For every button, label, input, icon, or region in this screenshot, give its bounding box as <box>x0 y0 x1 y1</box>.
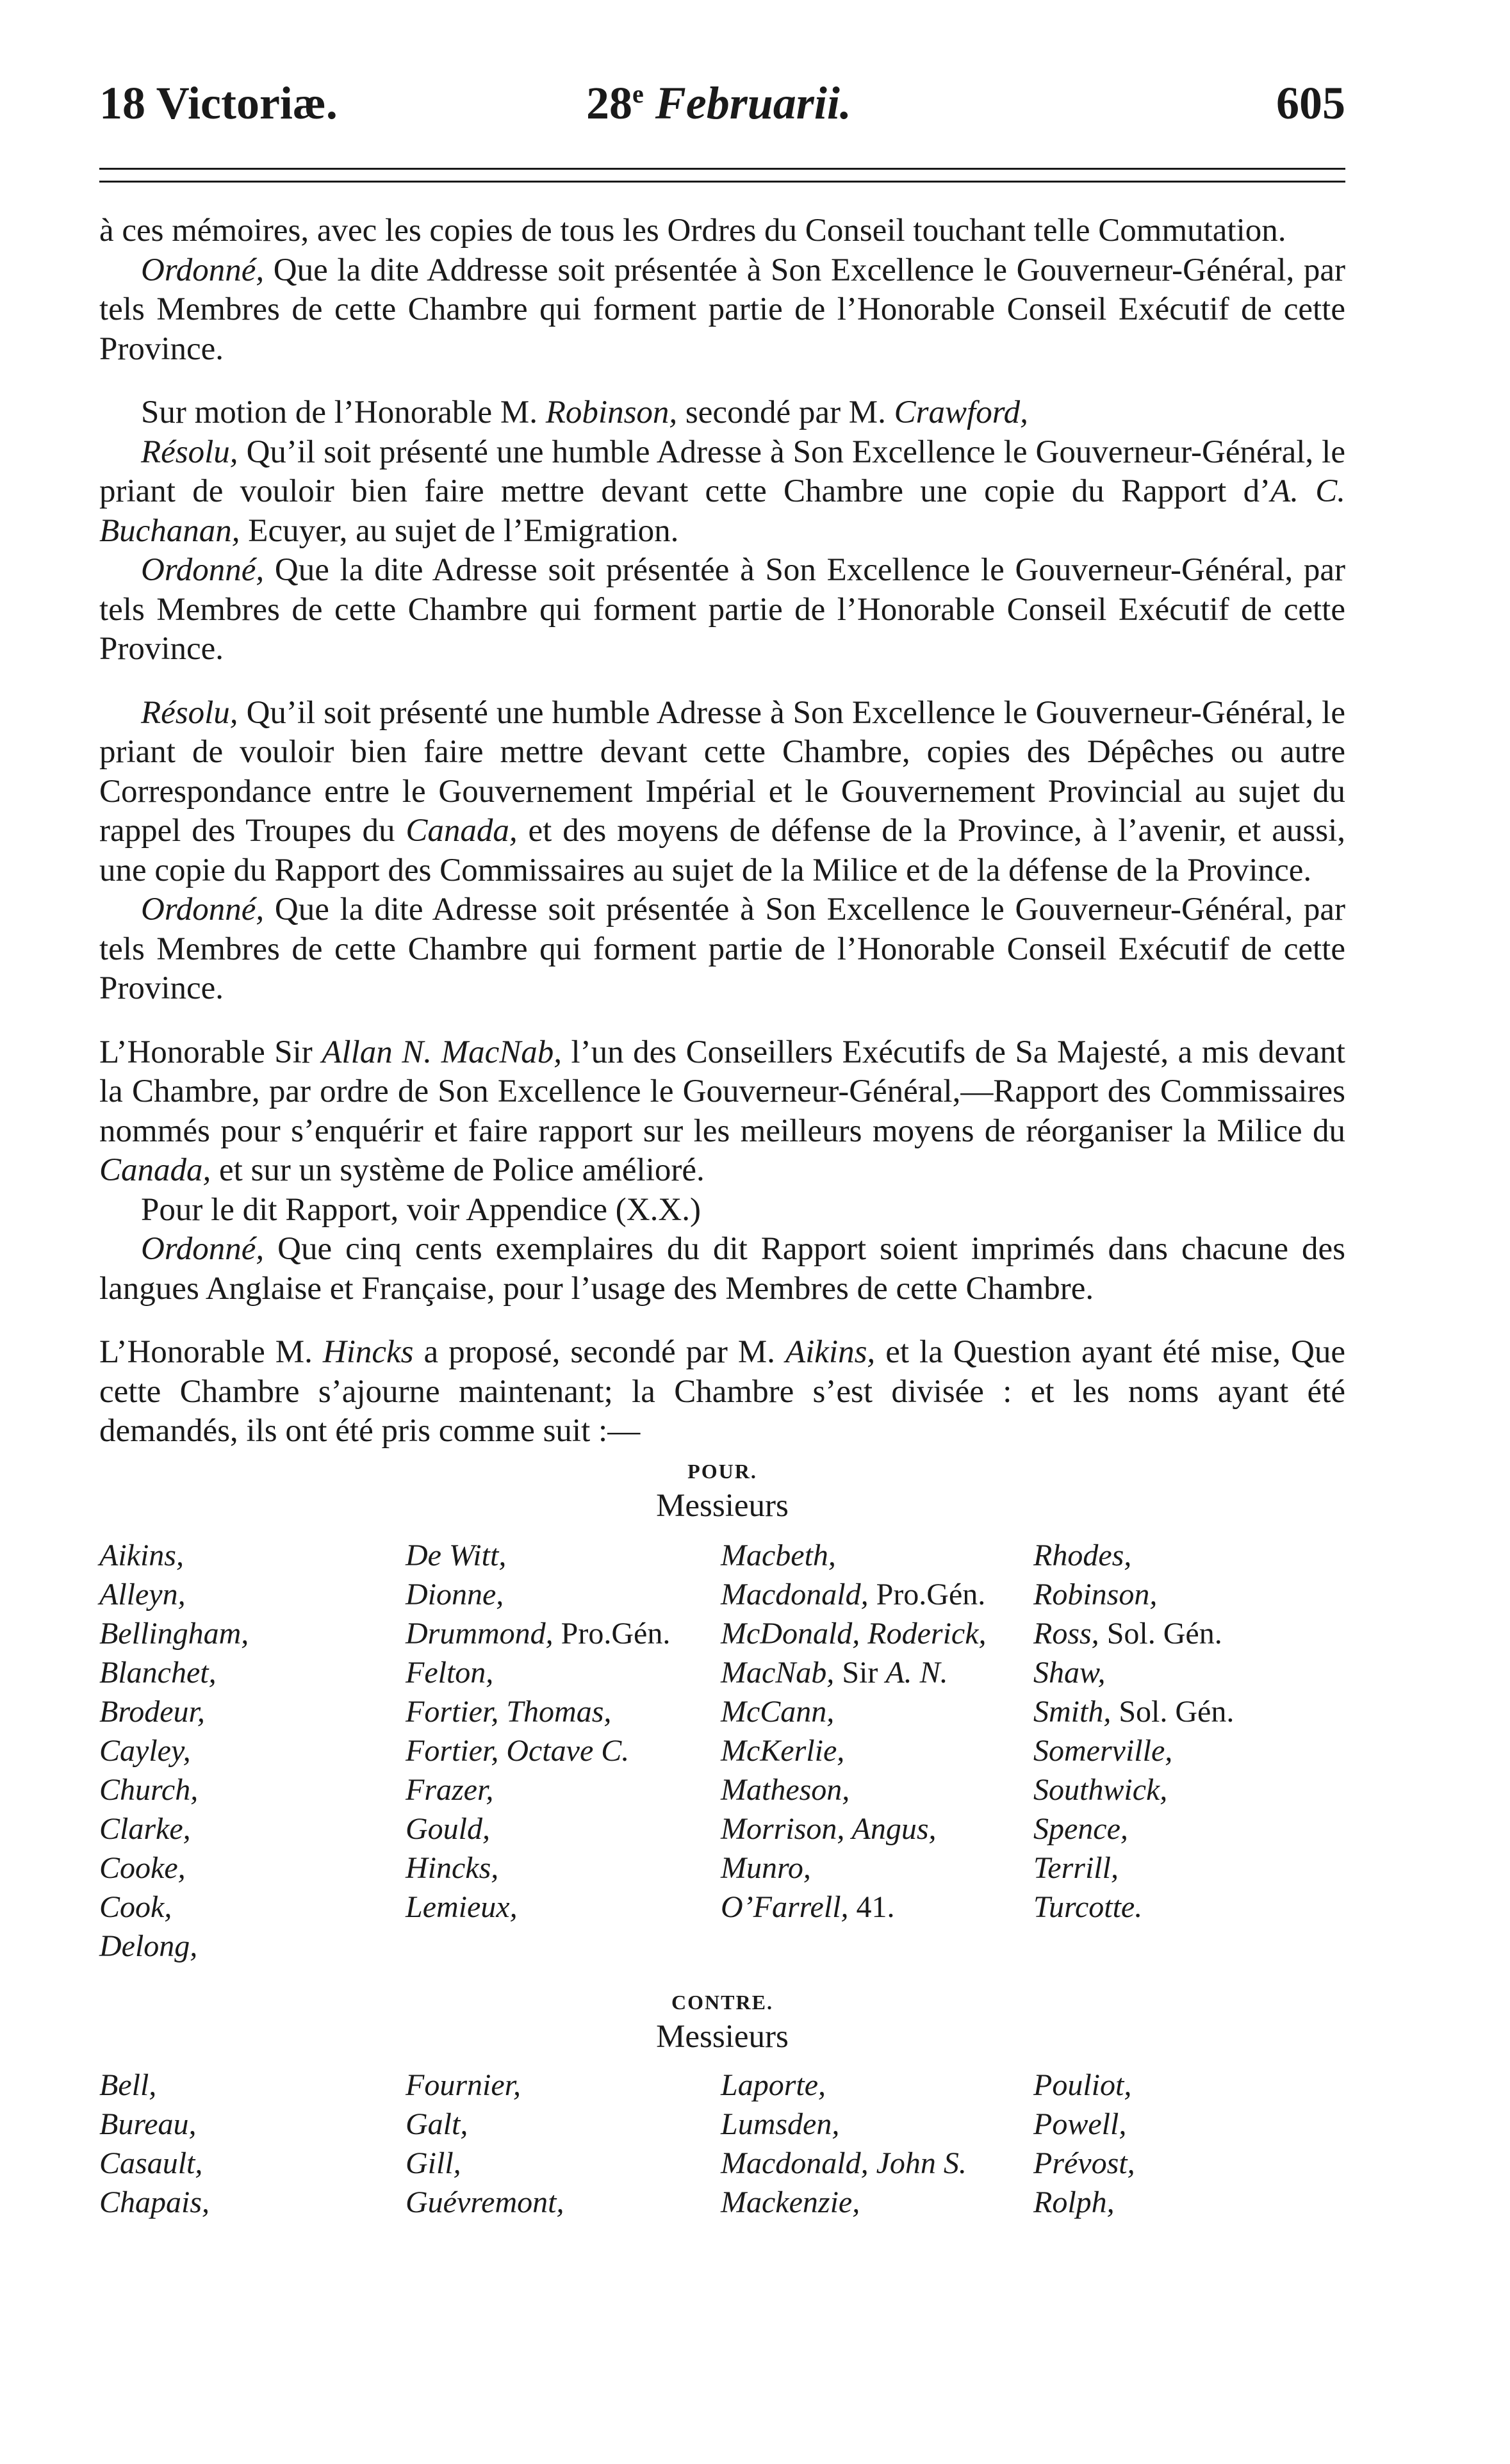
member-name <box>99 1888 406 1927</box>
member-name <box>1033 1614 1345 1653</box>
italic-text: Southwick, <box>1033 1772 1168 1807</box>
member-name <box>1033 2144 1345 2183</box>
member-name <box>99 1653 406 1692</box>
text-run: Sur motion de l’Honorable M. <box>141 395 546 430</box>
italic-text: Aikins, <box>99 1538 184 1572</box>
member-name <box>1033 1653 1345 1692</box>
italic-text: Blanchet, <box>99 1655 217 1690</box>
italic-text: A. N. <box>885 1655 948 1690</box>
italic-text: O’Farrell, <box>721 1889 849 1924</box>
text-run: Que la dite Adresse soit présentée à Son Excellence le Gouverneur-Général, par tels Membres de cette Chambre qui forment partie de l’Honorable Conseil Exécutif de cette Province. <box>99 552 1345 667</box>
italic-text: Munro, <box>721 1850 811 1885</box>
member-name <box>721 2144 1033 2183</box>
italic-text: Bell, <box>99 2068 157 2102</box>
text-run: Pro.Gén. <box>868 1577 986 1611</box>
member-name <box>99 1770 406 1809</box>
italic-text: Hincks <box>322 1334 414 1370</box>
page-body <box>99 211 1345 2222</box>
contre-names-list <box>99 2066 1345 2222</box>
italic-text: Canada, <box>406 813 518 849</box>
italic-text: Ordonné, <box>141 892 265 927</box>
header-date-day: 28 <box>586 78 632 129</box>
italic-text: Smith, <box>1033 1694 1112 1729</box>
member-name <box>406 1692 721 1731</box>
text-run: secondé par M. <box>677 395 894 430</box>
italic-text: Fortier, Octave C. <box>406 1733 630 1768</box>
member-name <box>99 1731 406 1770</box>
text-run: L’Honorable Sir <box>99 1034 322 1070</box>
italic-text: Clarke, <box>99 1811 191 1846</box>
italic-text: Matheson, <box>721 1772 850 1807</box>
italic-text: Robinson, <box>1033 1577 1158 1611</box>
paragraph <box>99 393 1345 433</box>
header-rule-bottom <box>99 181 1345 183</box>
italic-text: Somerville, <box>1033 1733 1173 1768</box>
paragraph <box>99 551 1345 669</box>
member-name <box>406 1927 721 1966</box>
member-name <box>1033 2105 1345 2144</box>
italic-text: Brodeur, <box>99 1694 205 1729</box>
member-name <box>99 1614 406 1653</box>
member-name <box>1033 1770 1345 1809</box>
italic-text: Lumsden, <box>721 2107 840 2141</box>
member-name <box>1033 1888 1345 1927</box>
text-run: l’un des Conseillers Exécutifs de Sa Majesté, a mis devant la Chambre, par ordre de Son Excellence le Gouverneur-Général,—Rapport des Commissaires nommés pour s’enquérir et faire rapport sur les meilleurs moyens de réorganiser la Milice du <box>99 1034 1345 1149</box>
header-rule-top <box>99 168 1345 170</box>
italic-text: Shaw, <box>1033 1655 1106 1690</box>
italic-text: Bureau, <box>99 2107 197 2141</box>
text-run: et sur un système de Police amélioré. <box>211 1152 705 1188</box>
text-run: Que cinq cents exemplaires du dit Rapport soient imprimés dans chacune des langues Anglaise et Française, pour l’usage des Membres de cette Chambre. <box>99 1231 1345 1307</box>
member-name <box>406 1536 721 1575</box>
member-name <box>1033 1927 1345 1966</box>
italic-text: Delong, <box>99 1929 198 1963</box>
member-name <box>99 1809 406 1848</box>
member-name <box>721 1927 1033 1966</box>
member-name <box>1033 1692 1345 1731</box>
member-name <box>721 1692 1033 1731</box>
italic-text: Résolu, <box>141 434 238 470</box>
member-name <box>721 1731 1033 1770</box>
member-name <box>1033 2066 1345 2105</box>
paragraph <box>99 211 1345 251</box>
member-name <box>1033 1848 1345 1888</box>
italic-text: Morrison, Angus, <box>721 1811 937 1846</box>
member-name <box>1033 1536 1345 1575</box>
italic-text: Ordonné, <box>141 252 265 288</box>
member-name <box>1033 1731 1345 1770</box>
member-name <box>406 1575 721 1614</box>
text-run: Qu’il soit présenté une humble Adresse à Son Excellence le Gouverneur-Général, le priant de vouloir bien faire mettre devant cette Chambre, copies des Dépêches ou autre Correspondance entre le Gouvernement Impérial et le Gouvernement Provincial au sujet du rappel des Troupes du <box>99 694 1345 849</box>
member-name <box>406 1888 721 1927</box>
italic-text: Ordonné, <box>141 552 265 588</box>
paragraph <box>99 1333 1345 1451</box>
member-name <box>99 1848 406 1888</box>
text-run: Qu’il soit présenté une humble Adresse à Son Excellence le Gouverneur-Général, le priant de vouloir bien faire mettre devant cette Chambre une copie du Rapport d’ <box>99 434 1345 509</box>
member-name <box>99 2144 406 2183</box>
header-date-sup: e <box>632 79 644 108</box>
italic-text: Powell, <box>1033 2107 1127 2141</box>
contre-heading: CONTRE. <box>671 1990 773 2014</box>
member-name <box>1033 1575 1345 1614</box>
italic-text: Aikins, <box>785 1334 876 1370</box>
member-name <box>406 1770 721 1809</box>
member-name <box>99 1692 406 1731</box>
text-run: et des moyens de défense de la Province, à l’avenir, et aussi, une copie du Rapport des Commissaires au sujet de la Milice et de la défense de la Province. <box>99 813 1345 888</box>
italic-text: Résolu, <box>141 694 238 731</box>
italic-text: Terrill, <box>1033 1850 1119 1885</box>
member-name <box>406 2144 721 2183</box>
paragraph <box>99 1191 1345 1230</box>
page-header <box>99 77 1345 141</box>
italic-text: Cooke, <box>99 1850 186 1885</box>
italic-text: Prévost, <box>1033 2146 1135 2180</box>
italic-text: Bellingham, <box>99 1616 249 1651</box>
italic-text: Ross, <box>1033 1616 1099 1651</box>
italic-text: Hincks, <box>406 1850 499 1885</box>
italic-text: Alleyn, <box>99 1577 186 1611</box>
member-name <box>721 1888 1033 1927</box>
member-name <box>721 2183 1033 2222</box>
member-name <box>1033 1809 1345 1848</box>
text-run: Sir <box>834 1655 886 1690</box>
text-run: L’Honorable M. <box>99 1334 323 1370</box>
text-run: Que la dite Addresse soit présentée à Son Excellence le Gouverneur-Général, par tels Membres de cette Chambre qui forment partie de l’Honorable Conseil Exécutif de cette Province. <box>99 252 1345 367</box>
member-name <box>406 2105 721 2144</box>
pour-names-list <box>99 1536 1345 1966</box>
italic-text: Fournier, <box>406 2068 521 2102</box>
italic-text: McKerlie, <box>721 1733 845 1768</box>
pour-heading: POUR. <box>687 1459 757 1483</box>
member-name <box>406 1614 721 1653</box>
italic-text: Macdonald, <box>721 1577 869 1611</box>
text-run: Sol. Gén. <box>1111 1694 1235 1729</box>
text-run: a proposé, secondé par M. <box>413 1334 785 1370</box>
italic-text: Fortier, Thomas, <box>406 1694 612 1729</box>
italic-text: Casault, <box>99 2146 203 2180</box>
member-name <box>406 2183 721 2222</box>
italic-text: Macdonald, John S. <box>721 2146 967 2180</box>
italic-text: Robinson, <box>545 395 678 430</box>
italic-text: Macbeth, <box>721 1538 836 1572</box>
header-date <box>586 77 851 130</box>
header-date-month: Februarii. <box>655 78 851 129</box>
paragraph <box>99 694 1345 891</box>
member-name <box>99 2066 406 2105</box>
header-session: 18 Victoriæ. <box>99 78 338 129</box>
member-name <box>721 1536 1033 1575</box>
member-name <box>721 1770 1033 1809</box>
member-name <box>1033 2183 1345 2222</box>
italic-text: Allan N. MacNab, <box>322 1034 562 1070</box>
italic-text: Galt, <box>406 2107 468 2141</box>
member-name <box>406 1653 721 1692</box>
pour-messieurs: Messieurs <box>656 1487 789 1524</box>
text-run: et la Question ayant été mise, Que cette Chambre s’ajourne maintenant; la Chambre s’est divisée : et les noms ayant été demandés, ils ont été pris comme suit :— <box>99 1334 1346 1449</box>
italic-text: Gould, <box>406 1811 490 1846</box>
italic-text: Felton, <box>406 1655 494 1690</box>
member-name <box>99 1536 406 1575</box>
italic-text: McCann, <box>721 1694 835 1729</box>
member-name <box>99 2183 406 2222</box>
text-run: Pro.Gén. <box>553 1616 671 1651</box>
member-name <box>721 2105 1033 2144</box>
italic-text: Rolph, <box>1033 2185 1115 2219</box>
italic-text: Mackenzie, <box>721 2185 860 2219</box>
member-name <box>406 2066 721 2105</box>
member-name <box>721 1653 1033 1692</box>
member-name <box>721 2066 1033 2105</box>
italic-text: De Witt, <box>406 1538 507 1572</box>
italic-text: Guévremont, <box>406 2185 564 2219</box>
text-run: à ces mémoires, avec les copies de tous les Ordres du Conseil touchant telle Commutation. <box>99 213 1286 249</box>
text-run: Que la dite Adresse soit présentée à Son Excellence le Gouverneur-Général, par tels Membres de cette Chambre qui forment partie de l’Honorable Conseil Exécutif de cette Province. <box>99 892 1345 1006</box>
member-name <box>406 1848 721 1888</box>
paragraph <box>99 1230 1345 1309</box>
member-name <box>99 2105 406 2144</box>
paragraph <box>99 1033 1345 1191</box>
italic-text: McDonald, Roderick, <box>721 1616 987 1651</box>
italic-text: A. C. Buchanan, <box>99 473 1345 549</box>
text-run: 41. <box>848 1889 895 1924</box>
member-name <box>406 1731 721 1770</box>
paragraph <box>99 251 1345 370</box>
page-number: 605 <box>1276 78 1345 129</box>
member-name <box>721 1575 1033 1614</box>
member-name <box>721 1848 1033 1888</box>
italic-text: Rhodes, <box>1033 1538 1132 1572</box>
italic-text: Canada, <box>99 1152 211 1188</box>
member-name <box>406 1809 721 1848</box>
italic-text: Church, <box>99 1772 199 1807</box>
contre-messieurs: Messieurs <box>656 2018 789 2055</box>
text-run: Ecuyer, au sujet de l’Emigration. <box>240 512 679 549</box>
italic-text: Lemieux, <box>406 1889 518 1924</box>
italic-text: Laporte, <box>721 2068 826 2102</box>
italic-text: Chapais, <box>99 2185 210 2219</box>
text-run: Pour le dit Rapport, voir Appendice (X.X.) <box>141 1191 701 1228</box>
italic-text: Spence, <box>1033 1811 1128 1846</box>
member-name <box>721 1809 1033 1848</box>
member-name <box>99 1927 406 1966</box>
italic-text: Frazer, <box>406 1772 494 1807</box>
member-name <box>99 1575 406 1614</box>
text-run: Sol. Gén. <box>1099 1616 1222 1651</box>
italic-text: Cook, <box>99 1889 172 1924</box>
italic-text: Dionne, <box>406 1577 504 1611</box>
italic-text: Pouliot, <box>1033 2068 1132 2102</box>
italic-text: Drummond, <box>406 1616 554 1651</box>
italic-text: MacNab, <box>721 1655 835 1690</box>
italic-text: Turcotte. <box>1033 1889 1143 1924</box>
paragraph <box>99 890 1345 1009</box>
paragraph <box>99 433 1345 551</box>
italic-text: Gill, <box>406 2146 461 2180</box>
italic-text: Cayley, <box>99 1733 191 1768</box>
member-name <box>721 1614 1033 1653</box>
italic-text: Ordonné, <box>141 1231 265 1267</box>
italic-text: Crawford, <box>894 395 1028 430</box>
